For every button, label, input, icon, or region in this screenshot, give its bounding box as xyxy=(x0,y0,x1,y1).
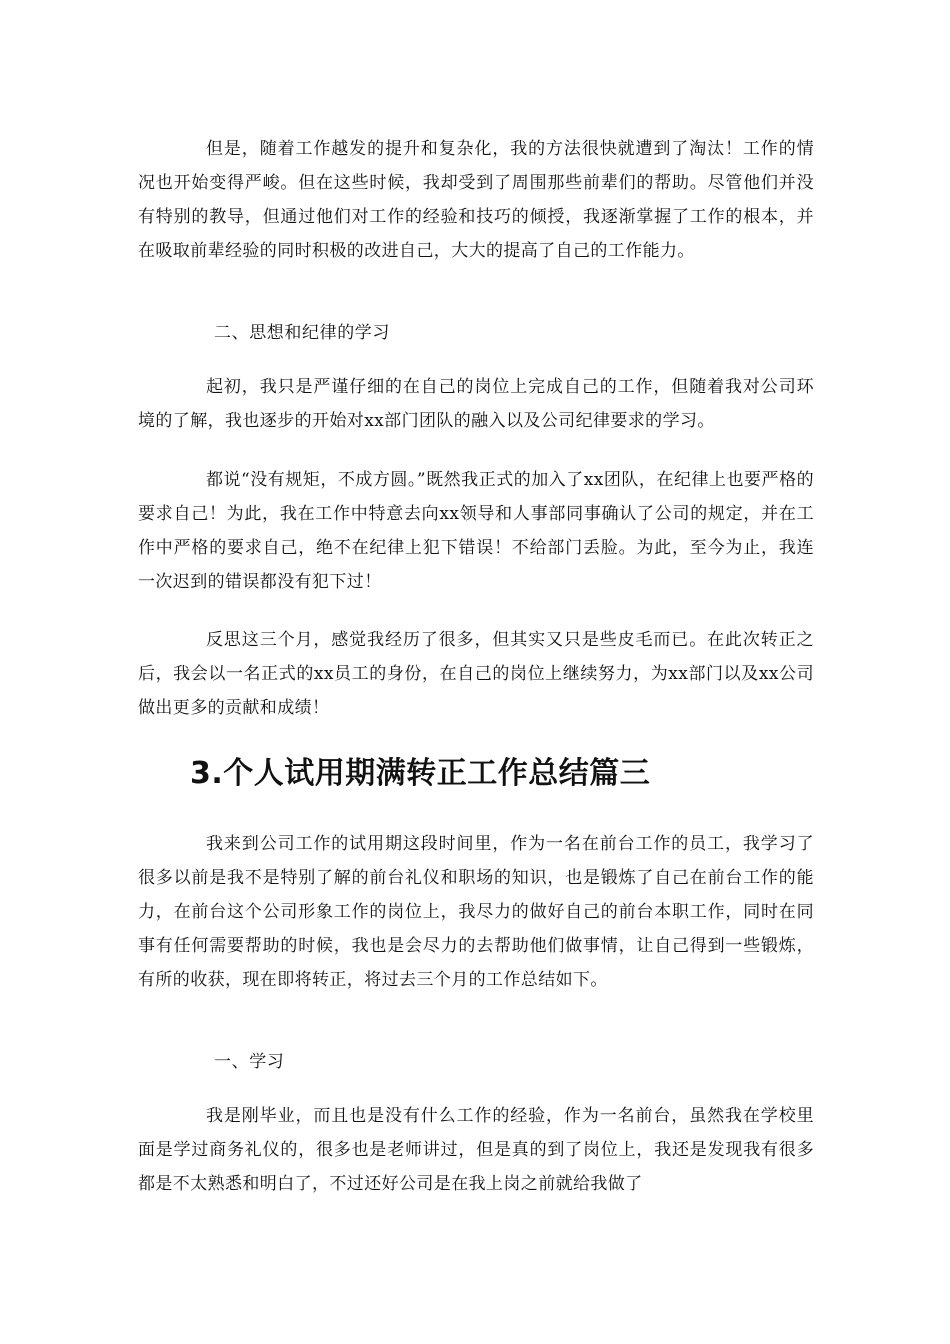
paragraph-rules: 都说“没有规矩，不成方圆。”既然我正式的加入了xx团队，在纪律上也要严格的要求自己！为此，我在工作中特意去向xx领导和人事部同事确认了公司的规定，并在工作中严格的要求自己，绝不在纪律上犯下错误！不给部门丢脸。为此，至今为止，我连一次迟到的错误都没有犯下过！ xyxy=(138,470,814,592)
paragraph-methods-eliminated: 但是，随着工作越发的提升和复杂化，我的方法很快就遭到了淘汰！工作的情况也开始变得严峻。但在这些时候，我却受到了周围那些前辈们的帮助。尽管他们并没有特别的教导，但通过他们对工作的经验和技巧的倾授，我逐渐掌握了工作的根本，并在吸取前辈经验的同时积极的改进自己，大大的提高了自己的工作能力。 xyxy=(138,139,814,261)
paragraph-reception-intro: 我来到公司工作的试用期这段时间里，作为一名在前台工作的员工，我学习了很多以前是我不是特别了解的前台礼仪和职场的知识，也是锻炼了自己在前台工作的能力，在前台这个公司形象工作的岗位上，我尽力的做好自己的前台本职工作，同时在同事有任何需要帮助的时候，我也是会尽力的去帮助他们做事情，让自己得到一些锻炼，有所的收获，现在即将转正，将过去三个月的工作总结如下。 xyxy=(138,834,814,990)
heading-study: 一、学习 xyxy=(214,1052,285,1072)
paragraph-initially: 起初，我只是严谨仔细的在自己的岗位上完成自己的工作，但随着我对公司环境的了解，我也逐步的开始对xx部门团队的融入以及公司纪律要求的学习。 xyxy=(138,377,814,431)
section-title: 3.个人试用期满转正工作总结篇三 xyxy=(190,756,651,791)
paragraph-reflection: 反思这三个月，感觉我经历了很多，但其实又只是些皮毛而已。在此次转正之后，我会以一名正式的xx员工的身份，在自己的岗位上继续努力，为xx部门以及xx公司做出更多的贡献和成绩！ xyxy=(138,630,814,718)
heading-thought-discipline: 二、思想和纪律的学习 xyxy=(214,323,390,343)
paragraph-graduate: 我是刚毕业，而且也是没有什么工作的经验，作为一名前台，虽然我在学校里面是学过商务礼仪的，很多也是老师讲过，但是真的到了岗位上，我还是发现我有很多都是不太熟悉和明白了，不过还好公司是在我上岗之前就给我做了 xyxy=(138,1106,814,1194)
